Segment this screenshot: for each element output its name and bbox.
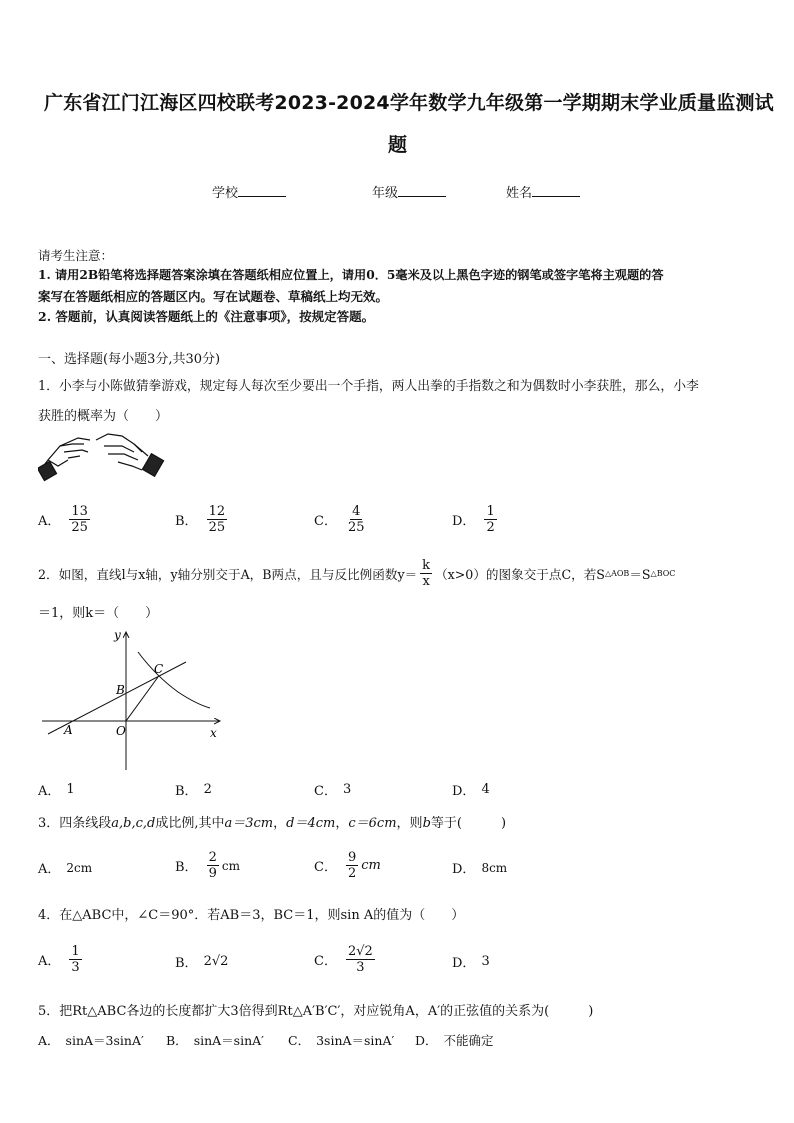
option-text: 不能确定 (443, 1033, 494, 1048)
q2-option-d[interactable] (452, 780, 490, 799)
q4-option-c[interactable] (314, 944, 378, 975)
q3-pre: 3．四条线段 (38, 816, 112, 831)
right-hand-icon (96, 434, 164, 476)
option-label: D． (452, 956, 476, 971)
option-label: B． (175, 514, 198, 529)
q2-text-b: （x>0）的图象交于点C，若S (435, 567, 605, 582)
numerator: 2 (208, 850, 217, 865)
denominator: 2 (486, 520, 495, 535)
numerator: 4 (352, 504, 361, 519)
option-text: 2cm (66, 860, 93, 875)
q3-sep2: ， (335, 816, 349, 831)
unit: cm (221, 858, 240, 873)
option-text: 1 (66, 782, 75, 797)
option-label: D． (452, 862, 476, 877)
option-label: C． (314, 954, 337, 969)
school-blank (238, 184, 286, 197)
option-label: B． (175, 784, 198, 799)
label-o: O (116, 724, 126, 738)
option-label: A． (38, 1033, 60, 1048)
denominator: 25 (208, 520, 226, 535)
option-label: B． (175, 956, 198, 971)
q3-vars: a,b,c,d (111, 816, 156, 831)
q4-option-b[interactable] (175, 952, 228, 971)
name-blank (532, 184, 580, 197)
q3-mid2: ，则 (396, 816, 423, 831)
label-a: A (64, 723, 73, 737)
option-label: D． (415, 1033, 438, 1048)
option-text: 3 (481, 954, 490, 969)
q2-line2: ＝1，则k＝（ ） (38, 606, 159, 621)
option-text: 2√2 (203, 954, 229, 969)
name-field (506, 182, 580, 201)
q1-option-c[interactable] (314, 504, 370, 535)
q3-b: b (422, 816, 431, 831)
grade-label: 年级 (372, 186, 399, 201)
q5-option-a[interactable] (38, 1031, 144, 1049)
denominator: x (422, 574, 430, 589)
q5-option-c[interactable] (288, 1031, 394, 1049)
denominator: 9 (208, 866, 217, 881)
q3-option-b[interactable] (175, 850, 240, 881)
hands-illustration (38, 430, 168, 484)
notice-heading: 请考生注意： (38, 248, 114, 263)
denominator: 25 (71, 520, 88, 535)
q3-d-eq: d＝4cm (286, 816, 336, 831)
numerator: 1 (486, 504, 495, 519)
q2-option-a[interactable] (38, 780, 75, 799)
notice-line1: 1. 请用2B铅笔将选择题答案涂填在答题纸相应位置上，请用0．5毫米及以上黑色字迹的钢笔或签字笔将主观题的答 (38, 268, 664, 282)
page-title-line1: 广东省江门江海区四校联考2023-2024学年数学九年级第一学期期末学业质量监测试 (44, 92, 774, 114)
grade-field (372, 182, 446, 201)
option-text: 3sinA＝sinA′ (316, 1033, 395, 1048)
q3-sep1: ， (273, 816, 287, 831)
q3-text (38, 812, 506, 831)
option-label: C． (314, 514, 337, 529)
q3-mid1: 成比例,其中 (155, 816, 225, 831)
subscript: △AOB (604, 569, 630, 578)
left-hand-icon (38, 438, 90, 481)
q2-option-c[interactable] (314, 780, 351, 799)
q3-option-c[interactable] (314, 850, 381, 881)
q1-option-a[interactable] (38, 504, 93, 535)
q1-option-b[interactable] (175, 504, 230, 535)
denominator: 3 (71, 960, 80, 975)
grade-blank (398, 184, 446, 197)
denominator: 25 (347, 520, 365, 535)
section-heading: 一、选择题(每小题3分,共30分) (38, 352, 221, 367)
numerator: 12 (208, 504, 226, 519)
label-c: C (154, 662, 164, 676)
option-label: C． (314, 784, 337, 799)
label-x: x (210, 726, 217, 740)
q3-option-d[interactable] (452, 858, 507, 877)
option-label: A． (38, 862, 61, 877)
numerator: 9 (347, 850, 357, 865)
q1-option-d[interactable] (452, 504, 500, 535)
subscript: △BOC (650, 569, 676, 578)
q3-a-eq: a＝3cm (224, 816, 274, 831)
numerator: 1 (71, 944, 80, 959)
q2-text-a: 2．如图，直线l与x轴，y轴分别交于A，B两点，且与反比例函数y＝ (38, 567, 418, 582)
option-label: A． (38, 954, 61, 969)
q1-line2: 获胜的概率为（ ） (38, 409, 169, 424)
hyperbola-curve (138, 652, 210, 708)
option-text: sinA＝3sinA′ (65, 1033, 144, 1048)
numerator: 13 (71, 504, 88, 519)
q5-option-b[interactable] (166, 1031, 264, 1049)
numerator: 2√2 (347, 944, 373, 959)
option-text: 8cm (481, 860, 508, 875)
label-b: B (116, 683, 125, 697)
q2-text-eq: ＝S (629, 567, 651, 582)
q4-option-a[interactable] (38, 944, 85, 975)
option-label: D． (452, 514, 476, 529)
option-text: 4 (481, 782, 490, 797)
notice-line2: 案写在答题纸相应的答题区内。写在试题卷、草稿纸上均无效。 (38, 289, 389, 304)
name-label: 姓名 (506, 186, 533, 201)
q4-text: 4．在△ABC中，∠C＝90°．若AB＝3，BC＝1，则sin A的值为（ ） (38, 908, 465, 923)
option-text: sinA＝sinA′ (193, 1033, 265, 1048)
option-label: B． (166, 1033, 188, 1048)
q3-option-a[interactable] (38, 858, 92, 877)
page-title-line2: 题 (388, 134, 408, 156)
unit: cm (361, 858, 381, 873)
school-label: 学校 (212, 186, 239, 201)
option-label: C． (314, 860, 337, 875)
numerator: k (422, 558, 431, 573)
q5-option-d[interactable] (415, 1031, 494, 1049)
label-y: y (114, 628, 121, 642)
q2-line1 (38, 558, 675, 589)
school-field (212, 182, 286, 201)
q5-text: 5．把Rt△ABC各边的长度都扩大3倍得到Rt△A′B′C′，对应锐角A，A′的正弦值的关系为( ) (38, 1004, 594, 1019)
option-label: D． (452, 784, 476, 799)
q2-graph (38, 626, 228, 772)
denominator: 2 (347, 866, 357, 881)
option-label: A． (38, 514, 61, 529)
option-label: C． (288, 1033, 311, 1048)
q3-post: 等于( ) (430, 816, 507, 831)
option-label: B． (175, 860, 198, 875)
q1-line1: 1．小李与小陈做猜拳游戏，规定每人每次至少要出一个手指，两人出拳的手指数之和为偶数时小李获胜，那么，小李 (38, 379, 699, 394)
option-text: 3 (342, 782, 352, 797)
q3-c-eq: c＝6cm (348, 816, 397, 831)
segment-oc (126, 677, 158, 721)
option-text: 2 (203, 782, 212, 797)
q2-option-b[interactable] (175, 780, 212, 799)
denominator: 3 (356, 960, 365, 975)
notice-line3: 2. 答题前，认真阅读答题纸上的《注意事项》，按规定答题。 (38, 309, 375, 324)
q4-option-d[interactable] (452, 952, 490, 971)
option-label: A． (38, 784, 61, 799)
